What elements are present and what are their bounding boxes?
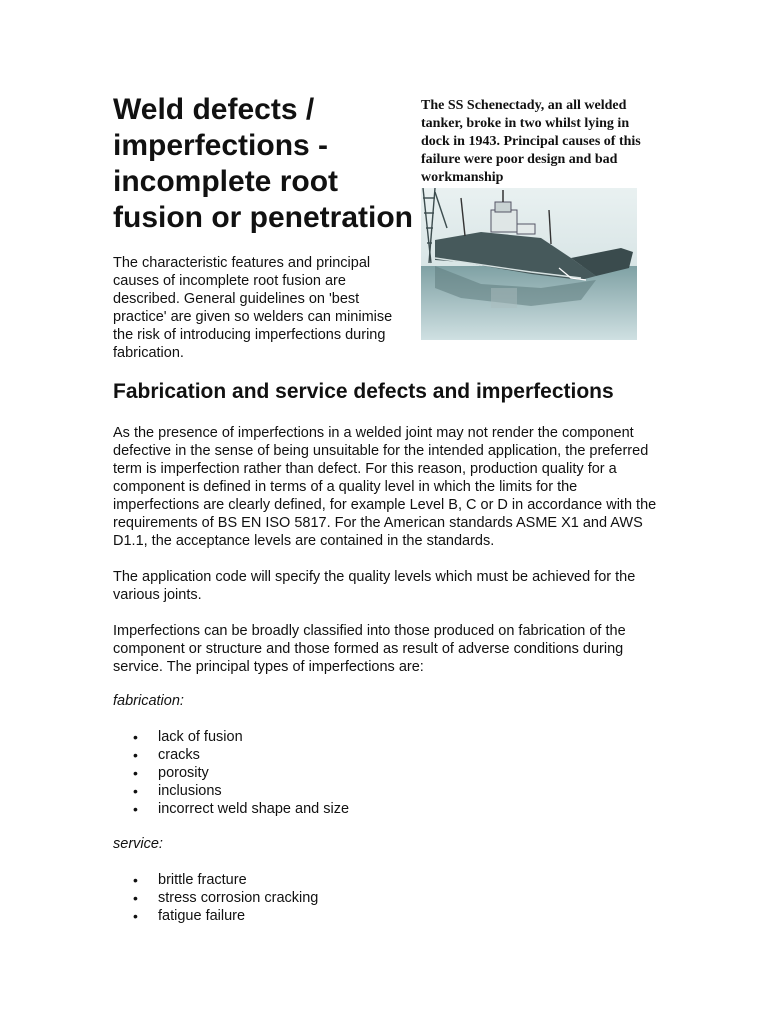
list-item: • incorrect weld shape and size xyxy=(113,800,349,818)
list-item: • porosity xyxy=(113,764,349,782)
page-title: Weld defects / imperfections - incomplete root fusion or penetration xyxy=(113,93,413,234)
service-label: service: xyxy=(113,836,163,852)
list-item: • brittle fracture xyxy=(113,871,318,889)
body-paragraph-1: As the presence of imperfections in a welded joint may not render the component defective in the sense of being unsuitable for the intended application, the preferred term is imperfection rather than defect. For this reason, production quality for a component is defined in terms of a quality level in which the limits for the imperfections are clearly defined, for example Level B, C or D in accordance with the requirements of BS EN ISO 5817. For the American standards ASME X1 and AWS D1.1, the acceptance levels are contained in the standards. xyxy=(113,425,657,549)
body-paragraph-3: Imperfections can be broadly classified into those produced on fabrication of the component or structure and those formed as result of adverse conditions during service. The principal types of imperfections are: xyxy=(113,623,626,675)
section-heading: Fabrication and service defects and imperfections xyxy=(113,380,614,403)
fabrication-label: fabrication: xyxy=(113,693,184,709)
service-list xyxy=(113,871,318,925)
figure-caption: The SS Schenectady, an all welded tanker, broke in two whilst lying in dock in 1943. Principal causes of this failure were poor design and bad workmanship xyxy=(421,98,641,185)
tanker-photo xyxy=(421,188,637,340)
list-item: • stress corrosion cracking xyxy=(113,889,318,907)
intro-paragraph: The characteristic features and principal causes of incomplete root fusion are described. General guidelines on 'best practice' are given so welders can minimise the risk of introducing imperfections during fabrication. xyxy=(113,255,393,361)
list-item: • cracks xyxy=(113,746,349,764)
body-paragraph-2: The application code will specify the quality levels which must be achieved for the various joints. xyxy=(113,569,636,603)
fabrication-list xyxy=(113,728,349,818)
list-item: • lack of fusion xyxy=(113,728,349,746)
list-item: • fatigue failure xyxy=(113,907,318,925)
list-item: • inclusions xyxy=(113,782,349,800)
